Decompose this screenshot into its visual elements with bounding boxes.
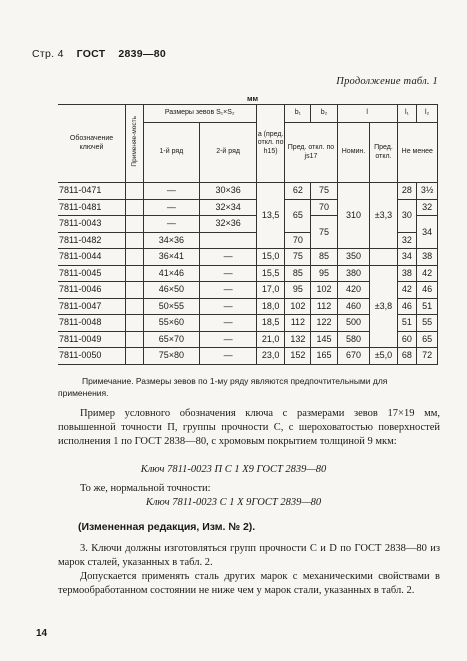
header-l: l bbox=[337, 105, 397, 123]
table-row: 7811-0050 75×80 — 23,0 152 165 670 ±5,0 68 72 bbox=[58, 348, 438, 365]
table-row: 7811-0044 36×41 — 15,0 75 85 350 34 38 bbox=[58, 249, 438, 266]
table-row: 7811-0481 — 32×34 65 70 30 32 bbox=[58, 199, 438, 216]
table-row: 7811-0045 41×46 — 15,5 85 95 380 ±3,8 38 42 bbox=[58, 265, 438, 282]
table-row: 7811-0049 65×70 — 21,0 132 145 580 60 65 bbox=[58, 331, 438, 348]
page-header bbox=[32, 48, 166, 60]
header-l-tolerance: Пред. откл. bbox=[370, 123, 397, 183]
same-normal-accuracy: То же, нормальной точности: bbox=[80, 483, 211, 494]
unit-label: мм bbox=[247, 94, 259, 103]
cell-b1-merged: 65 bbox=[285, 199, 311, 232]
table-row: 7811-0043 — 32×36 75 34 bbox=[58, 216, 438, 233]
cell-l2-merged: 34 bbox=[417, 216, 438, 249]
table-row: 7811-0471 — 30×36 13,5 62 75 310 ±3,3 28 3½ bbox=[58, 183, 438, 200]
table-row: 7811-0482 34×36 70 32 bbox=[58, 232, 438, 249]
header-l2: l₂ bbox=[417, 105, 438, 123]
designation-example-2: Ключ 7811-0023 С 1 Х 9ГОСТ 2839—80 bbox=[145, 497, 322, 508]
header-b1: b₁ bbox=[285, 105, 311, 123]
header-b2: b₂ bbox=[311, 105, 337, 123]
header-b-tolerance: Пред. откл. по js17 bbox=[285, 123, 337, 183]
header-row1: 1-й ряд bbox=[143, 123, 200, 183]
header-a: a (пред. откл. по h15) bbox=[256, 105, 284, 183]
cell-l-merged: 310 bbox=[337, 183, 370, 249]
table-row: 7811-0046 46×50 — 17,0 95 102 420 42 46 bbox=[58, 282, 438, 299]
header-not-less: Не менее bbox=[397, 123, 437, 183]
paragraph-3: 3. Ключи должны изготовляться групп прочности С и D по ГОСТ 2838—80 из марок сталей, указанных в табл. 2. bbox=[58, 543, 440, 568]
header-jaw-sizes: Размеры зевов S₁×S₂ bbox=[143, 105, 256, 123]
paragraph-4: Допускается применять сталь других марок с механическими свойствами в термообработанном состоянии не ниже чем у марок стали, указанных в табл. 2. bbox=[58, 571, 440, 596]
header-application: Применяе-мость bbox=[126, 105, 143, 183]
table-note: Примечание. Размеры зевов по 1-му ряду являются предпочтительными для применения. bbox=[58, 376, 388, 398]
header-row2: 2-й ряд bbox=[200, 123, 257, 183]
page-number: 14 bbox=[36, 628, 48, 639]
page-label: Стр. 4 bbox=[32, 48, 64, 60]
cell-tol-merged-2: ±3,8 bbox=[370, 265, 397, 348]
table-row: 7811-0047 50×55 — 18,0 102 112 460 46 51 bbox=[58, 298, 438, 315]
gost-number: 2839—80 bbox=[118, 48, 167, 60]
table-continuation: Продолжение табл. 1 bbox=[336, 76, 438, 87]
header-l1: l₁ bbox=[397, 105, 417, 123]
cell-l1-merged: 30 bbox=[397, 199, 417, 232]
table-row: 7811-0048 55×60 — 18,5 112 122 500 51 55 bbox=[58, 315, 438, 332]
gost-label: ГОСТ bbox=[76, 48, 106, 60]
header-designation: Обозначение ключей bbox=[58, 105, 126, 183]
cell-a-merged: 13,5 bbox=[256, 183, 284, 249]
cell-tol-merged: ±3,3 bbox=[370, 183, 397, 249]
example-paragraph: Пример условного обозначения ключа с размерами зевов 17×19 мм, повышенной точности П, группы прочности С, с шероховатостью поверхностей исполнения 1 по ГОСТ 2838—80, с хромовым покрытием толщиной 9 мкм: bbox=[58, 408, 440, 447]
designation-example-1: Ключ 7811-0023 П С 1 Х9 ГОСТ 2839—80 bbox=[140, 464, 327, 475]
header-nominal: Номин. bbox=[337, 123, 370, 183]
cell-b2-merged: 75 bbox=[311, 216, 337, 249]
amendment-note: (Измененная редакция, Изм. № 2). bbox=[78, 521, 256, 533]
dimensions-table bbox=[58, 104, 438, 365]
